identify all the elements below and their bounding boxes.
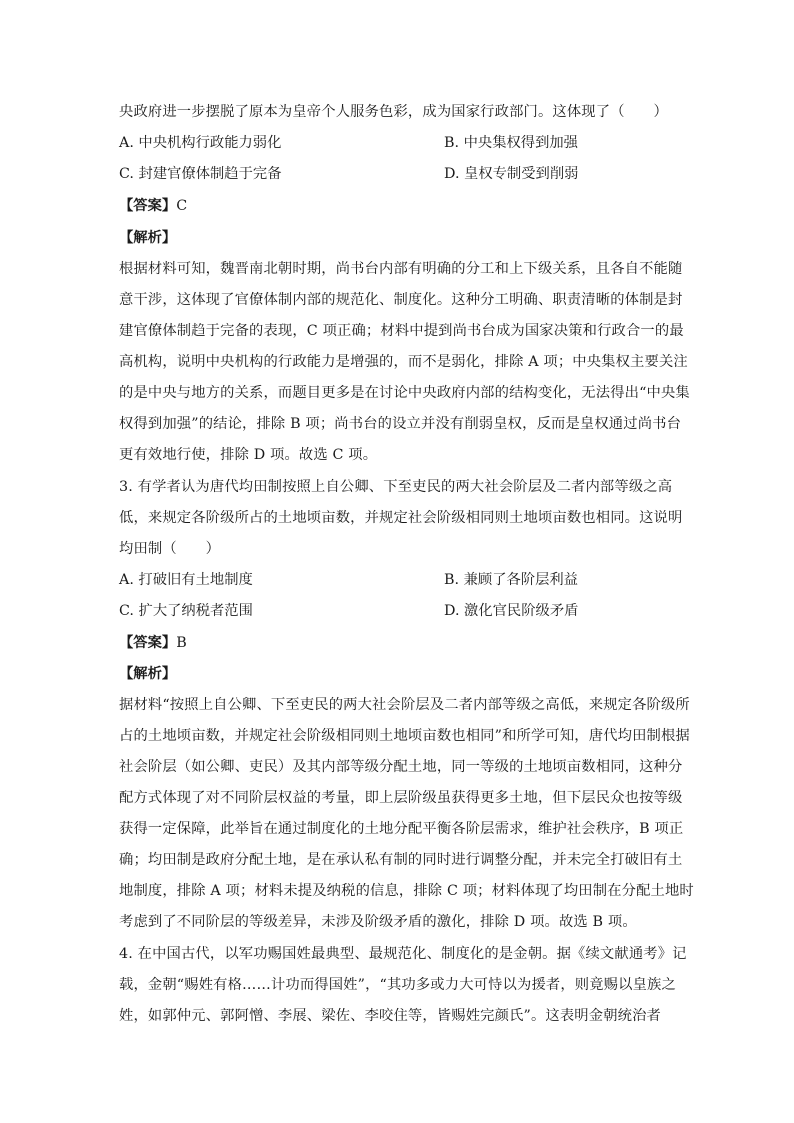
q3-option-a: A. 打破旧有土地制度 (119, 572, 253, 588)
q2-analysis-line: 根据材料可知，魏晋南北朝时期，尚书台内部有明确的分工和上下级关系，且各自不能随 (119, 261, 683, 277)
q3-analysis-line: 确；均田制是政府分配土地，是在承认私有制的同时进行调整分配，并未完全打破旧有土 (119, 852, 683, 868)
q2-option-a: A. 中央机构行政能力弱化 (119, 135, 282, 151)
q3-analysis-line: 地制度，排除 A 项；材料未提及纳税的信息，排除 C 项；材料体现了均田制在分配土地时 (119, 883, 694, 899)
q3-option-c: C. 扩大了纳税者范围 (119, 603, 253, 619)
q2-analysis-line: 更有效地行使，排除 D 项。故选 C 项。 (119, 447, 378, 463)
q3-option-d: D. 激化官民阶级矛盾 (444, 603, 579, 619)
q3-analysis-label: 【解析】 (119, 666, 177, 682)
q2-analysis-line: 的是中央与地方的关系，而题目更多是在讨论中央政府内部的结构变化，无法得出“中央集 (119, 385, 690, 401)
q3-answer-label: 【答案】 (119, 635, 177, 651)
q3-stem-line: 3. 有学者认为唐代均田制按照上自公卿、下至吏民的两大社会阶层及二者内部等级之高 (119, 479, 673, 495)
q2-answer (119, 196, 187, 216)
q2-analysis-label: 【解析】 (119, 230, 177, 246)
q3-option-b: B. 兼顾了各阶层利益 (444, 572, 578, 588)
q3-answer (119, 633, 187, 653)
q3-answer-value: B (176, 635, 187, 651)
q2-option-b: B. 中央集权得到加强 (444, 135, 578, 151)
q3-stem-line: 低，来规定各阶级所占的土地顷亩数，并规定社会阶级相同则土地顷亩数也相同。这说明 (119, 510, 683, 526)
q4-stem-line: 姓，如郭仲元、郭阿憎、李展、梁佐、李咬住等，皆赐姓完颜氏”。这表明金朝统治者 (119, 1008, 661, 1024)
q2-analysis-line: 高机构，说明中央机构的行政能力是增强的，而不是弱化，排除 A 项；中央集权主要关注 (119, 354, 688, 370)
q3-analysis-line: 据材料“按照上自公卿、下至吏民的两大社会阶层及二者内部等级之高低，来规定各阶级所 (119, 697, 690, 713)
q3-analysis-line: 获得一定保障，此举旨在通过制度化的土地分配平衡各阶层需求，维护社会秩序，B 项正 (119, 821, 684, 837)
q3-analysis-line: 社会阶层（如公卿、吏民）及其内部等级分配土地，同一等级的土地顷亩数相同，这种分 (119, 759, 683, 775)
q2-analysis-line: 意干涉，这体现了官僚体制内部的规范化、制度化。这种分工明确、职责清晰的体制是封 (119, 292, 683, 308)
q2-option-c: C. 封建官僚体制趋于完备 (119, 166, 282, 182)
q3-stem-line: 均田制（ ） (119, 541, 221, 557)
q4-stem-line: 载，金朝“赐姓有格……计功而得国姓”，“其功多或力大可恃以为援者，则竟赐以皇族之 (119, 977, 676, 993)
q2-stem-tail: 央政府进一步摆脱了原本为皇帝个人服务色彩，成为国家行政部门。这体现了（ ） (119, 104, 668, 120)
q2-option-d: D. 皇权专制受到削弱 (444, 166, 579, 182)
q2-answer-value: C (176, 198, 188, 214)
q4-stem-line: 4. 在中国古代，以军功赐国姓最典型、最规范化、制度化的是金朝。据《续文献通考》记 (119, 946, 687, 962)
q2-analysis-line: 建官僚体制趋于完备的表现，C 项正确；材料中提到尚书台成为国家决策和行政合一的最 (119, 323, 684, 339)
q3-analysis-line: 配方式体现了对不同阶层权益的考量，即上层阶级虽获得更多土地，但下层民众也按等级 (119, 790, 683, 806)
q3-analysis-line: 考虑到了不同阶层的等级差异，未涉及阶级矛盾的激化，排除 D 项。故选 B 项。 (119, 914, 637, 930)
q3-analysis-line: 占的土地顷亩数，并规定社会阶级相同则土地顷亩数也相同”和所学可知，唐代均田制根据 (119, 728, 690, 744)
q2-answer-label: 【答案】 (119, 198, 177, 214)
q2-analysis-line: 权得到加强”的结论，排除 B 项；尚书台的设立并没有削弱皇权，反而是皇权通过尚书台 (119, 416, 682, 432)
